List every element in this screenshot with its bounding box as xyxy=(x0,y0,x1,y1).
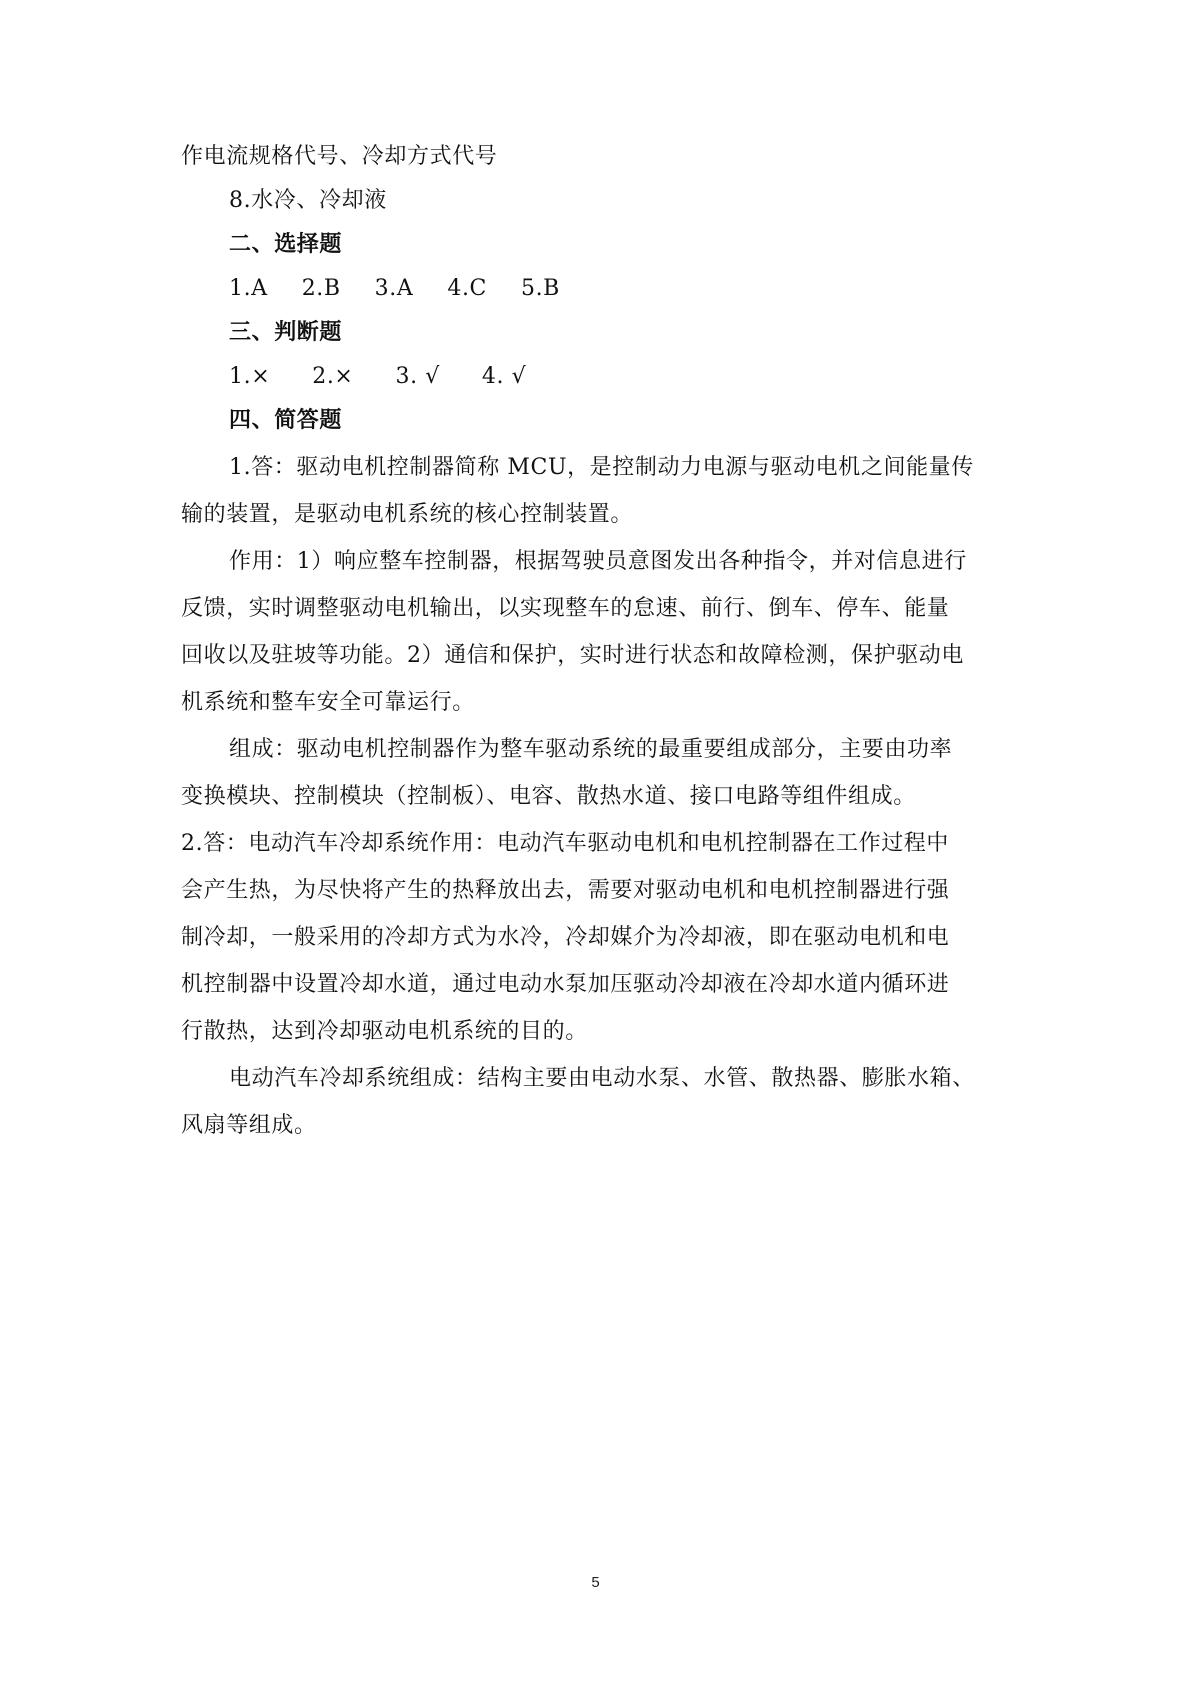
choice-answer: 3.A xyxy=(374,276,414,301)
answer-1-line: 回收以及驻坡等功能。2）通信和保护，实时进行状态和故障检测，保护驱动电 xyxy=(181,643,964,668)
page-number: 5 xyxy=(591,1574,600,1591)
answer-1-line: 组成：驱动电机控制器作为整车驱动系统的最重要组成部分，主要由功率 xyxy=(229,737,953,762)
answer-2-line: 机控制器中设置冷却水道，通过电动水泵加压驱动冷却液在冷却水道内循环进 xyxy=(181,972,950,997)
answer-2-line: 2.答：电动汽车冷却系统作用：电动汽车驱动电机和电机控制器在工作过程中 xyxy=(181,831,949,856)
choice-answer: 5.B xyxy=(520,276,560,301)
text-line: 作电流规格代号、冷却方式代号 xyxy=(181,144,498,169)
judge-answer: 4. √ xyxy=(481,364,527,389)
section-heading-judge: 三、判断题 xyxy=(229,320,343,345)
section-heading-short: 四、简答题 xyxy=(229,408,343,433)
answer-2-line: 电动汽车冷却系统组成：结构主要由电动水泵、水管、散热器、膨胀水箱、 xyxy=(229,1066,975,1091)
fill-answer-8: 8.水冷、冷却液 xyxy=(229,188,387,213)
judge-answer: 2.× xyxy=(312,364,354,389)
answer-1-line: 输的装置，是驱动电机系统的核心控制装置。 xyxy=(181,502,634,527)
judge-answer: 3. √ xyxy=(395,364,440,389)
answer-1-line: 反馈，实时调整驱动电机输出，以实现整车的怠速、前行、倒车、停车、能量 xyxy=(181,596,950,621)
answer-1-line: 作用：1）响应整车控制器，根据驾驶员意图发出各种指令，并对信息进行 xyxy=(229,549,967,574)
answer-2-line: 会产生热，为尽快将产生的热释放出去，需要对驱动电机和电机控制器进行强 xyxy=(181,878,950,903)
judge-answers xyxy=(229,363,526,391)
answer-2-line: 风扇等组成。 xyxy=(181,1113,317,1138)
choice-answers xyxy=(229,275,560,303)
judge-answer: 1.× xyxy=(229,364,271,389)
section-heading-choice: 二、选择题 xyxy=(229,232,343,257)
answer-2-line: 行散热，达到冷却驱动电机系统的目的。 xyxy=(181,1019,588,1044)
choice-answer: 2.B xyxy=(301,276,341,301)
answer-2-line: 制冷却，一般采用的冷却方式为水冷，冷却媒介为冷却液，即在驱动电机和电 xyxy=(181,925,950,950)
choice-answer: 4.C xyxy=(447,276,487,301)
choice-answer: 1.A xyxy=(229,276,268,301)
answer-1-line: 机系统和整车安全可靠运行。 xyxy=(181,690,475,715)
answer-1-line: 变换模块、控制模块（控制板）、电容、散热水道、接口电路等组件组成。 xyxy=(181,784,916,809)
answer-1-line: 1.答：驱动电机控制器简称 MCU，是控制动力电源与驱动电机之间能量传 xyxy=(229,455,974,480)
